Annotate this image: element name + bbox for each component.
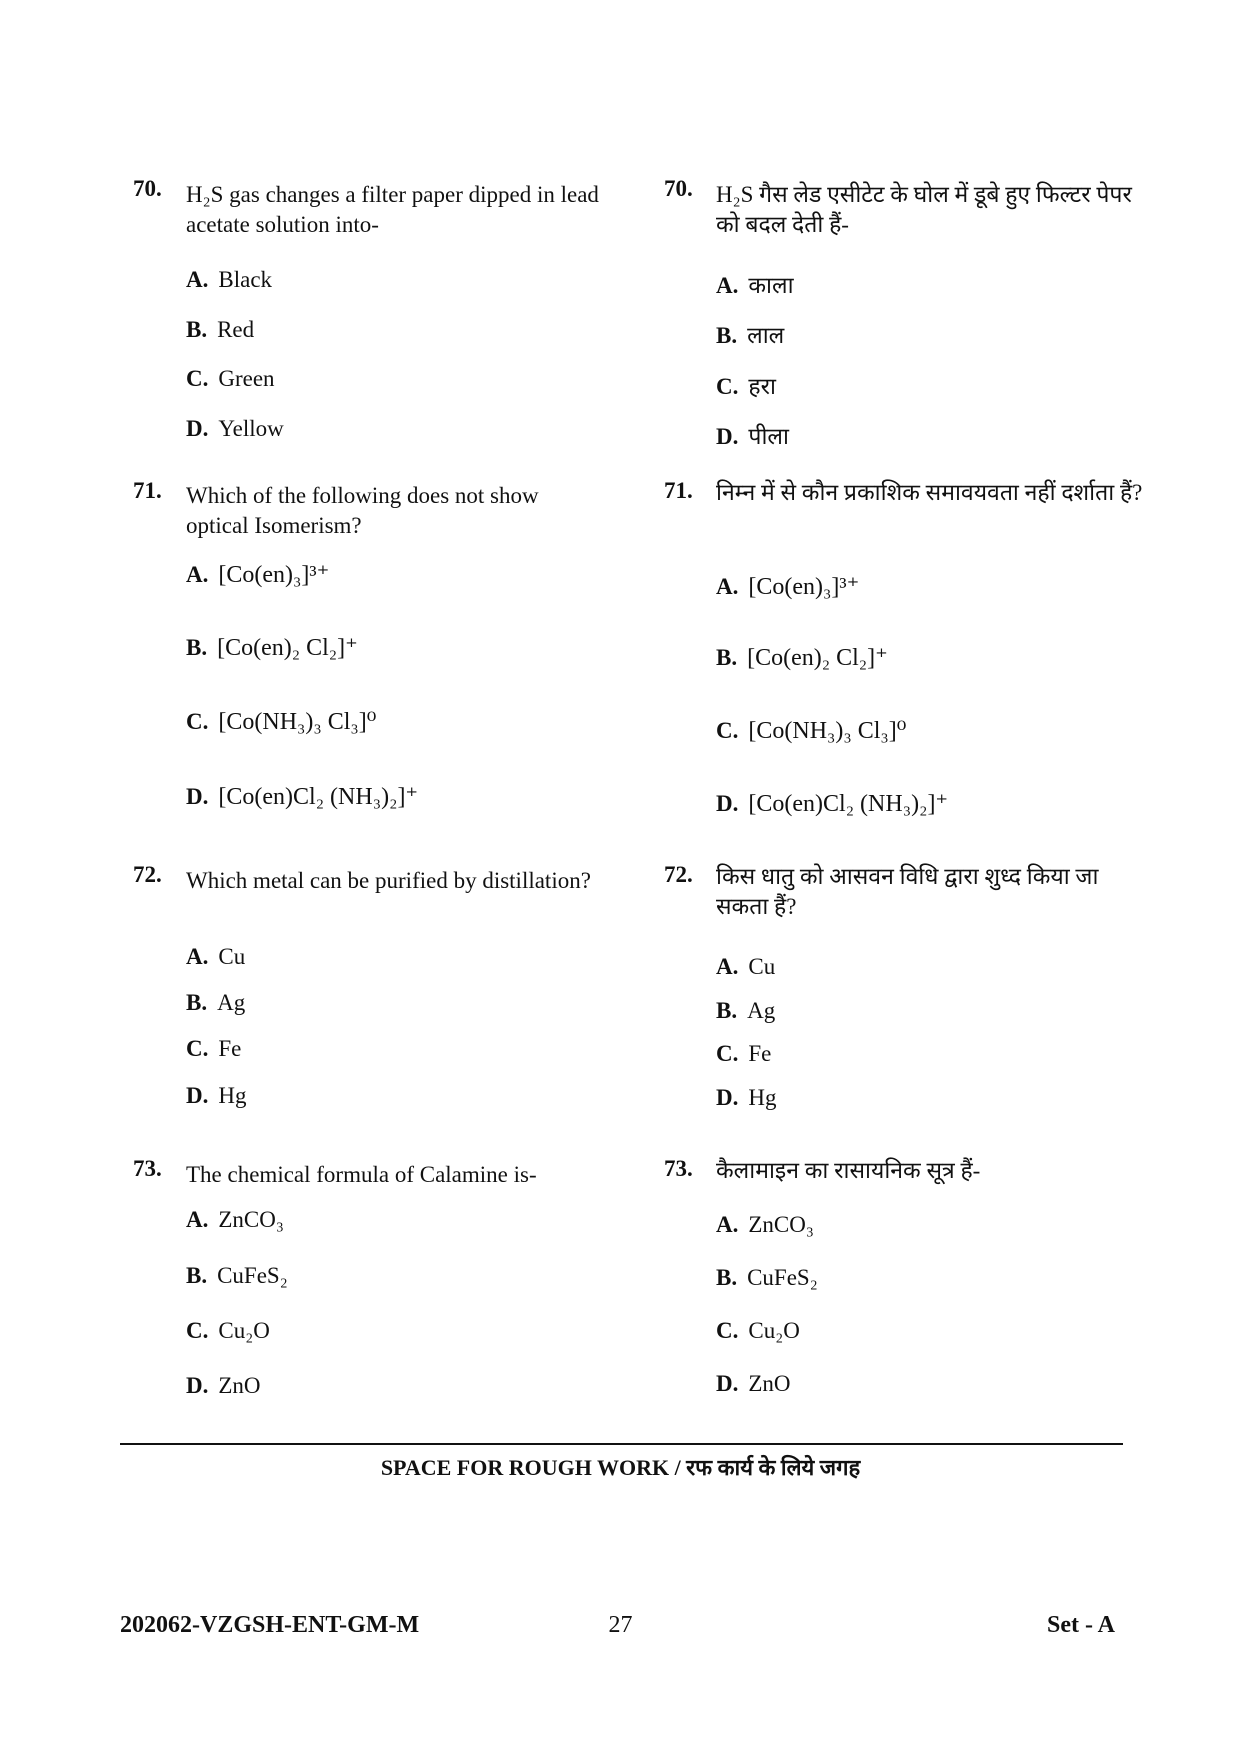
option-c	[716, 716, 906, 745]
option-a	[186, 267, 272, 293]
option-text: ZnO	[748, 1371, 791, 1396]
paper-code: 202062-VZGSH-ENT-GM-M	[120, 1612, 420, 1638]
option-a	[716, 572, 859, 601]
question-text: निम्न में से कौन प्रकाशिक समावयवता नहीं दर्शाता हैं?	[716, 480, 1143, 505]
option-letter: B.	[716, 323, 738, 348]
option-d	[186, 1083, 247, 1109]
option-letter: B.	[186, 635, 208, 660]
option-b	[716, 998, 775, 1024]
option-letter: C.	[186, 709, 209, 734]
option-letter: D.	[186, 784, 209, 809]
option-c	[186, 1036, 241, 1062]
option-a	[716, 954, 775, 980]
option-c	[186, 1318, 270, 1344]
option-text: Cu₂O	[218, 1318, 270, 1343]
option-text: Red	[217, 317, 255, 342]
option-letter: D.	[716, 1085, 739, 1110]
option-d	[716, 1371, 791, 1397]
question-number: 71.	[133, 478, 162, 503]
option-text: हरा	[748, 374, 776, 399]
option-formula: [Co(NH₃)₃ Cl₃]⁰	[218, 709, 377, 735]
question-text: किस धातु को आसवन विधि द्वारा शुध्द किया जा सकता हैं?	[716, 864, 1099, 919]
option-text: Cu	[218, 944, 246, 969]
option-c	[716, 1318, 800, 1344]
option-a	[186, 944, 245, 970]
option-text: Fe	[218, 1036, 242, 1061]
option-d	[716, 789, 948, 818]
option-b	[716, 1265, 818, 1291]
option-text: Ag	[217, 990, 246, 1015]
option-c	[716, 1041, 771, 1067]
option-a	[716, 268, 794, 300]
option-c	[186, 366, 275, 392]
question-number: 70.	[664, 176, 693, 201]
option-text: Cu₂O	[748, 1318, 800, 1343]
option-text: ZnCO₃	[748, 1212, 814, 1237]
option-formula: [Co(en)₂ Cl₂]⁺	[747, 645, 888, 671]
option-d	[716, 419, 789, 451]
option-d	[186, 1373, 261, 1399]
option-b	[186, 633, 358, 662]
option-letter: D.	[186, 1083, 209, 1108]
question-text: कैलामाइन का रासायनिक सूत्र हैं-	[716, 1158, 981, 1183]
option-b	[186, 1263, 288, 1289]
option-a	[186, 1207, 284, 1233]
option-letter: A.	[186, 944, 209, 969]
option-letter: B.	[186, 317, 208, 342]
option-letter: D.	[716, 791, 739, 816]
option-c	[186, 707, 376, 736]
option-d	[186, 416, 284, 442]
option-letter: A.	[716, 574, 739, 599]
option-text: ZnO	[218, 1373, 261, 1398]
page-number: 27	[608, 1612, 633, 1638]
question-number: 72.	[133, 862, 162, 887]
option-formula: [Co(en)Cl₂ (NH₃)₂]⁺	[218, 784, 419, 810]
question-number: 70.	[133, 176, 162, 201]
option-formula: [Co(NH₃)₃ Cl₃]⁰	[748, 718, 907, 744]
option-letter: A.	[186, 267, 209, 292]
option-letter: D.	[186, 1373, 209, 1398]
question-text: Which of the following does not show optical Isomerism?	[186, 483, 539, 538]
option-letter: C.	[716, 718, 739, 743]
question-text: The chemical formula of Calamine is-	[186, 1162, 537, 1187]
option-text: CuFeS₂	[747, 1265, 818, 1290]
option-text: काला	[748, 273, 794, 298]
option-c	[716, 369, 776, 401]
option-a	[716, 1212, 814, 1238]
question-number: 71.	[664, 478, 693, 503]
option-letter: B.	[716, 1265, 738, 1290]
option-text: CuFeS₂	[217, 1263, 288, 1288]
option-letter: C.	[716, 1318, 739, 1343]
option-letter: C.	[186, 366, 209, 391]
option-d	[716, 1085, 777, 1111]
option-letter: B.	[716, 645, 738, 670]
option-b	[716, 643, 888, 672]
question-number: 72.	[664, 862, 693, 887]
question-text: Which metal can be purified by distillation?	[186, 868, 591, 893]
option-b	[186, 317, 254, 343]
option-letter: B.	[186, 1263, 208, 1288]
option-formula: [Co(en)Cl₂ (NH₃)₂]⁺	[748, 791, 949, 817]
option-formula: [Co(en)₂ Cl₂]⁺	[217, 635, 358, 661]
option-text: Ag	[747, 998, 776, 1023]
rough-work-label: SPACE FOR ROUGH WORK / रफ कार्य के लिये जगह	[380, 1455, 861, 1480]
option-formula: [Co(en)₃]³⁺	[218, 562, 330, 588]
option-text: Green	[218, 366, 275, 391]
option-d	[186, 782, 418, 811]
option-letter: C.	[186, 1036, 209, 1061]
option-letter: D.	[716, 424, 739, 449]
option-text: पीला	[748, 424, 789, 449]
option-text: Hg	[748, 1085, 777, 1110]
option-text: Hg	[218, 1083, 247, 1108]
question-text: H₂S gas changes a filter paper dipped in lead acetate solution into-	[186, 182, 599, 237]
question-number: 73.	[664, 1156, 693, 1181]
option-text: Black	[218, 267, 273, 292]
option-text: ZnCO₃	[218, 1207, 284, 1232]
option-b	[716, 318, 784, 350]
option-text: Yellow	[218, 416, 284, 441]
option-letter: A.	[716, 1212, 739, 1237]
option-text: Fe	[748, 1041, 772, 1066]
option-letter: C.	[186, 1318, 209, 1343]
option-letter: A.	[716, 273, 739, 298]
option-letter: C.	[716, 374, 739, 399]
option-letter: A.	[716, 954, 739, 979]
question-number: 73.	[133, 1156, 162, 1181]
option-text: Cu	[748, 954, 776, 979]
option-letter: C.	[716, 1041, 739, 1066]
option-formula: [Co(en)₃]³⁺	[748, 574, 860, 600]
option-letter: D.	[186, 416, 209, 441]
set-label: Set - A	[1047, 1612, 1115, 1638]
option-letter: B.	[186, 990, 208, 1015]
option-letter: B.	[716, 998, 738, 1023]
rough-work-divider	[120, 1443, 1123, 1445]
option-text: लाल	[747, 323, 785, 348]
option-letter: D.	[716, 1371, 739, 1396]
option-b	[186, 990, 245, 1016]
question-text: H₂S गैस लेड एसीटेट के घोल में डूबे हुए फिल्टर पेपर को बदल देती हैं-	[716, 182, 1132, 237]
option-letter: A.	[186, 562, 209, 587]
option-a	[186, 560, 329, 589]
option-letter: A.	[186, 1207, 209, 1232]
